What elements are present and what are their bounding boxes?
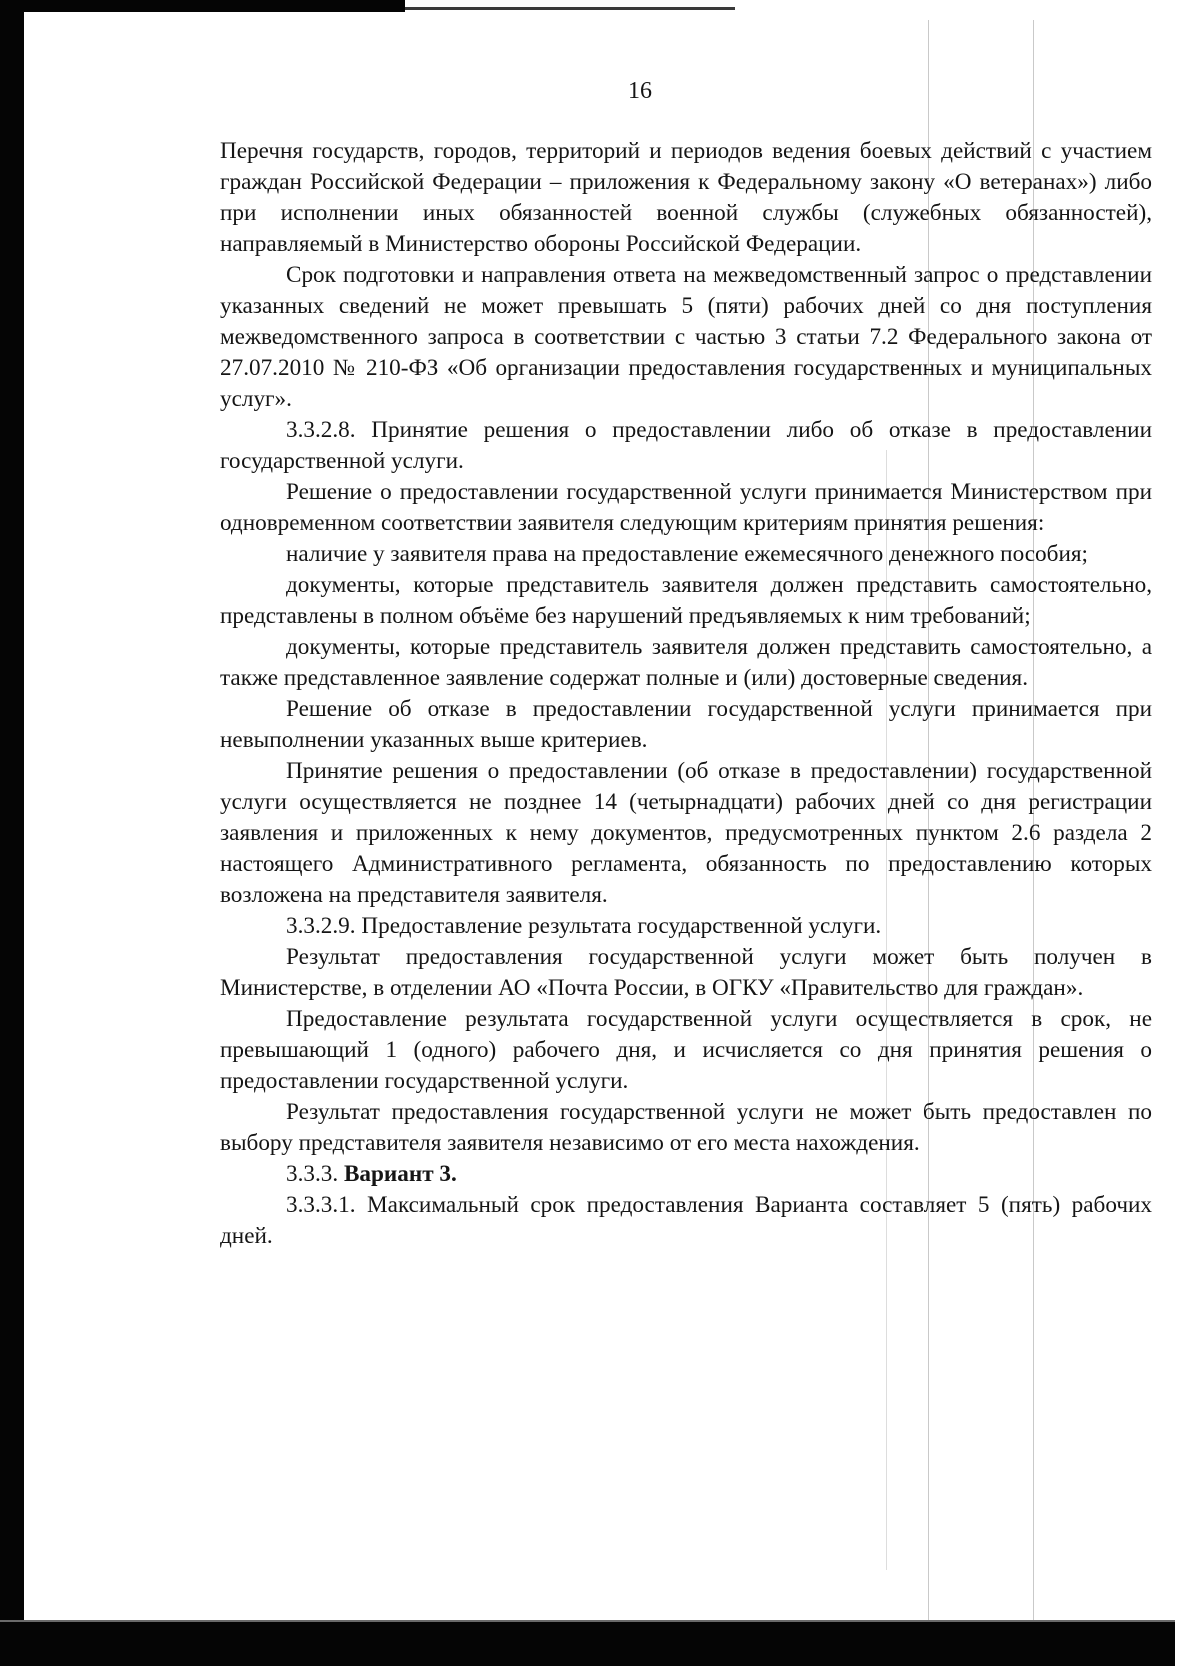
section-title: Вариант 3. xyxy=(343,1161,457,1187)
section-3-3-3-1: 3.3.3.1. Максимальный срок предоставления Варианта составляет 5 (пять) рабочих дней. xyxy=(220,1192,1152,1249)
paragraph: Срок подготовки и направления ответа на межведомственный запрос о представлении указанных сведений не может превышать 5 (пяти) рабочих дней со дня поступления межведомственного запроса в соответствии с частью 3 статьи 7.2 Федерального закона от 27.07.2010 № 210-ФЗ «Об организации предоставления государственных и муниципальных услуг». xyxy=(220,262,1152,412)
scan-border-top-thin xyxy=(405,7,735,10)
criteria-item: документы, которые представитель заявителя должен представить самостоятельно, а также представленное заявление содержат полные и (или) достоверные сведения. xyxy=(220,634,1152,691)
page-number: 16 xyxy=(628,78,652,104)
criteria-item: документы, которые представитель заявителя должен представить самостоятельно, представлены в полном объёме без нарушений предъявляемых к ним требований; xyxy=(220,572,1152,629)
section-3-3-3-heading xyxy=(220,1159,1152,1190)
scan-border-left xyxy=(0,0,24,1666)
criteria-item: наличие у заявителя права на предоставление ежемесячного денежного пособия; xyxy=(286,541,1088,567)
section-3-3-2-9: 3.3.2.9. Предоставление результата государственной услуги. xyxy=(286,913,882,939)
paragraph: Перечня государств, городов, территорий и периодов ведения боевых действий с участием граждан Российской Федерации – приложения к Федеральному закону «О ветеранах») либо при исполнении иных обязанностей военной службы (служебных обязанностей), направляемый в Министерство обороны Российской Федерации. xyxy=(220,138,1152,257)
paragraph: Решение о предоставлении государственной услуги принимается Министерством при одновременном соответствии заявителя следующим критериям принятия решения: xyxy=(220,479,1152,536)
scan-border-top xyxy=(0,0,405,12)
paragraph: Результат предоставления государственной услуги может быть получен в Министерстве, в отделении АО «Почта России, в ОГКУ «Правительство для граждан». xyxy=(220,944,1152,1001)
section-number: 3.3.3. xyxy=(286,1161,344,1187)
document-body xyxy=(220,136,1152,1252)
paragraph: Результат предоставления государственной услуги не может быть предоставлен по выбору представителя заявителя независимо от его места нахождения. xyxy=(220,1099,1152,1156)
scan-border-bottom xyxy=(0,1622,1175,1666)
paragraph: Принятие решения о предоставлении (об отказе в предоставлении) государственной услуги осуществляется не позднее 14 (четырнадцати) рабочих дней со дня регистрации заявления и приложенных к нему документов, предусмотренных пунктом 2.6 раздела 2 настоящего Административного регламента, обязанность по предоставлению которых возложена на представителя заявителя. xyxy=(220,758,1152,908)
section-3-3-2-8: 3.3.2.8. Принятие решения о предоставлении либо об отказе в предоставлении государственной услуги. xyxy=(220,417,1152,474)
paragraph: Решение об отказе в предоставлении государственной услуги принимается при невыполнении указанных выше критериев. xyxy=(220,696,1152,753)
paragraph: Предоставление результата государственной услуги осуществляется в срок, не превышающий 1 (одного) рабочего дня, и исчисляется со дня принятия решения о предоставлении государственной услуги. xyxy=(220,1006,1152,1094)
